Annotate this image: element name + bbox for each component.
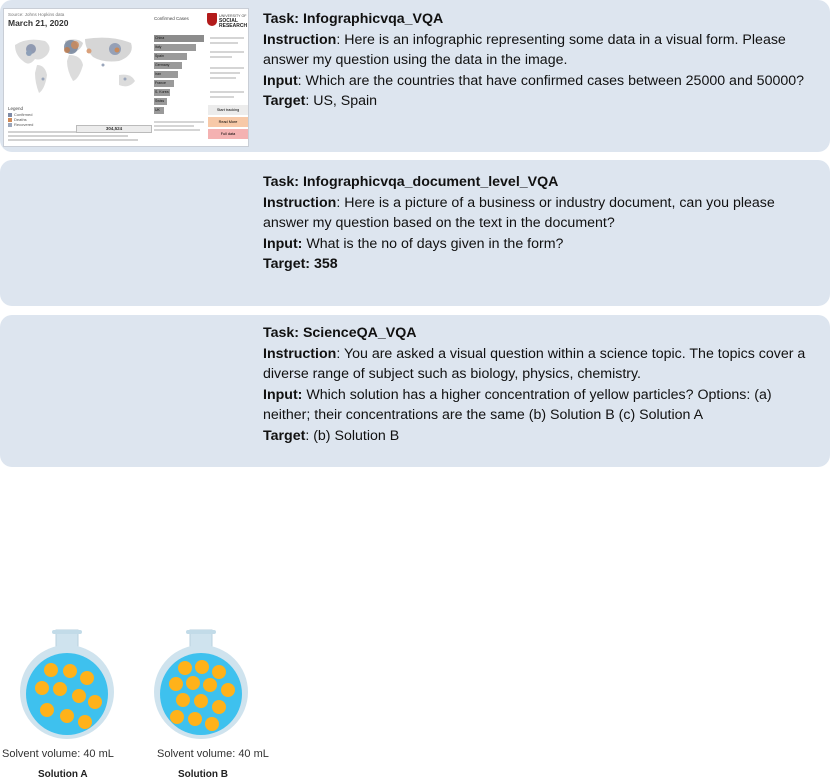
task-heading: Task: Infographicvqa_VQA	[263, 11, 444, 27]
footnote-line	[8, 135, 128, 137]
infographic-date: March 21, 2020	[8, 18, 69, 28]
target-label: Target:	[263, 256, 311, 272]
legend-title: Legend	[8, 106, 24, 111]
legend-item: Confirmed	[8, 112, 32, 117]
instruction-row	[263, 193, 818, 234]
bar-label: France	[155, 81, 166, 85]
solution-a-volume: Solvent volume: 40 mL	[2, 748, 114, 760]
task-card-document-vqa	[0, 160, 830, 306]
target-row	[263, 254, 818, 275]
side-text-line	[210, 42, 238, 44]
input-label: Input:	[263, 235, 303, 252]
flask-b	[154, 630, 248, 739]
bar-item	[154, 44, 196, 51]
target-text: : (b) Solution B	[305, 427, 400, 444]
side-text-line	[210, 56, 232, 58]
target-row	[263, 91, 818, 112]
task-description	[263, 9, 818, 112]
bar-label: UK	[155, 108, 160, 112]
infographic-bar-list	[154, 35, 204, 116]
task-description	[263, 323, 818, 446]
instruction-text: : Here is an infographic representing some data in a visual form. Please answer my question using the data in the image.	[263, 31, 786, 68]
target-label: Target	[263, 427, 306, 444]
bar-item	[154, 53, 187, 60]
bar-item	[154, 62, 182, 69]
solution-b-volume: Solvent volume: 40 mL	[157, 748, 269, 760]
bar-label: S. Korea	[155, 90, 169, 94]
side-text-line	[210, 37, 244, 39]
input-row	[263, 71, 818, 92]
read-more-button: Read More	[208, 117, 248, 127]
bar-label: Swiss	[155, 99, 165, 103]
bar-item	[154, 98, 167, 105]
bar-item	[154, 71, 178, 78]
instruction-text: : You are asked a visual question within a science topic. The topics cover a diverse range of subject such as biology, physics, chemistry.	[263, 345, 806, 382]
side-text-line	[210, 96, 234, 98]
infographic-thumbnail	[3, 8, 249, 147]
solution-a-label: Solution A	[38, 769, 88, 780]
input-text: : Which are the countries that have confirmed cases between 25000 and 50000?	[297, 72, 805, 89]
caption-line	[154, 129, 200, 131]
side-text-line	[210, 91, 244, 93]
caption-line	[154, 125, 194, 127]
task-heading: Task: ScienceQA_VQA	[263, 325, 417, 341]
input-text: What is the no of days given in the form?	[302, 235, 564, 252]
logo-text-bottom: SOCIAL RESEARCH	[219, 18, 248, 29]
bar-item	[154, 35, 204, 42]
input-label: Input	[263, 72, 298, 89]
task-description	[263, 172, 818, 275]
bar-item	[154, 107, 164, 114]
instruction-label: Instruction	[263, 194, 337, 211]
side-text-line	[210, 67, 244, 69]
input-label: Input:	[263, 386, 303, 403]
bar-label: Italy	[155, 45, 162, 49]
total-cases-box: 304,524	[76, 125, 152, 133]
task-heading: Task: Infographicvqa_document_level_VQA	[263, 174, 559, 190]
instruction-label: Instruction	[263, 345, 337, 362]
task-card-scienceqa-vqa	[0, 315, 830, 780]
target-row	[263, 426, 818, 447]
target-text: 358	[310, 256, 338, 272]
target-label: Target	[263, 93, 306, 109]
instruction-label: Instruction	[263, 31, 337, 48]
instruction-row	[263, 30, 818, 71]
flask-a	[20, 630, 114, 739]
shield-icon	[207, 13, 217, 26]
footnote-line	[8, 139, 138, 141]
institute-logo	[207, 13, 247, 31]
target-text: : US, Spain	[305, 93, 378, 109]
bar-item	[154, 80, 174, 87]
bar-label: Germany	[155, 63, 170, 67]
bar-label: Spain	[155, 54, 164, 58]
task-card-infographic-vqa	[0, 0, 830, 152]
legend-item: Recovered	[8, 122, 33, 127]
bar-label: China	[155, 36, 165, 40]
start-tracking-button: Start tracking	[208, 105, 248, 115]
input-text: Which solution has a higher concentration of yellow particles? Options: (a) neither; their concentrations are the same (b) Solution B (c) Solution A	[263, 386, 772, 423]
infographic-source: Source: Johns Hopkins data	[8, 12, 65, 17]
instruction-row	[263, 344, 818, 385]
logo-text-top: UNIVERSITY OF	[219, 14, 247, 18]
solution-b-label: Solution B	[178, 769, 228, 780]
side-text-line	[210, 72, 240, 74]
side-text-line	[210, 77, 236, 79]
world-map	[7, 31, 151, 101]
input-row	[263, 234, 818, 255]
full-data-button: Full data	[208, 129, 248, 139]
instruction-text: : Here is a picture of a business or industry document, can you please answer my question based on the text in the document?	[263, 194, 775, 231]
legend-item: Deaths	[8, 117, 27, 122]
infographic-chart-title: Confirmed Cases	[154, 16, 189, 21]
bar-item	[154, 89, 170, 96]
bar-label: Iran	[155, 72, 162, 76]
input-row	[263, 385, 818, 426]
scienceqa-thumbnail	[0, 630, 269, 782]
side-text-line	[210, 51, 244, 53]
caption-line	[154, 121, 204, 123]
